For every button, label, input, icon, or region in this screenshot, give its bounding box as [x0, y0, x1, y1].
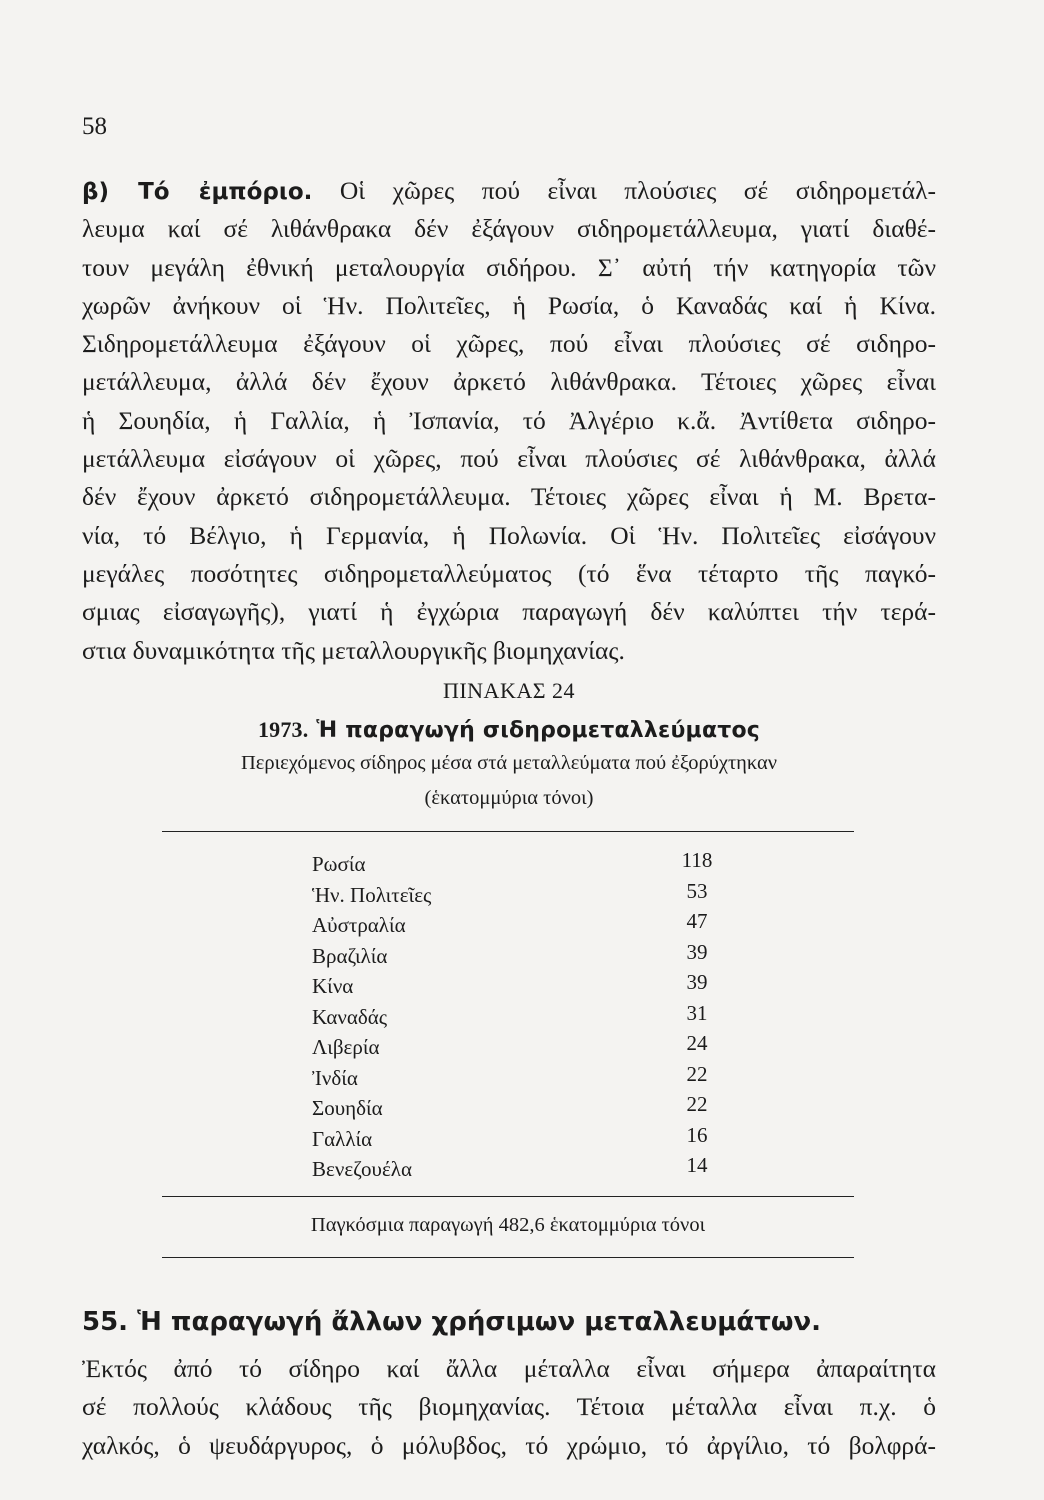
- table-title-text: Ἡ παραγωγή σιδηρομεταλλεύματος: [316, 718, 761, 743]
- section-heading: 55. Ἡ παραγωγή ἄλλων χρήσιμων μεταλλευμάτων.: [82, 1307, 822, 1337]
- table-row: [312, 910, 712, 941]
- value-cell: 31: [686, 1000, 708, 1025]
- country-cell: Βραζιλία: [312, 943, 388, 968]
- text-line: μεγάλες ποσότητες σιδηρομεταλλεύματος (τό ἕνα τέταρτο τῆς παγκό-: [82, 558, 936, 588]
- text-line: τουν μεγάλη ἐθνική μεταλουργία σιδήρου. Σ᾽ αὐτή τήν κατηγορία τῶν: [82, 252, 936, 282]
- value-cell: 39: [686, 970, 708, 994]
- table-top-rule: [162, 831, 854, 832]
- value-cell: 47: [686, 909, 708, 933]
- country-cell: Καναδάς: [312, 1004, 388, 1029]
- country-cell: Ἰνδία: [312, 1065, 358, 1090]
- text-line: λευμα καί σέ λιθάνθρακα δέν ἐξάγουν σιδηρομετάλλευμα, γιατί διαθέ-: [82, 214, 936, 244]
- table-title: [82, 717, 936, 743]
- table-end-rule: [162, 1257, 854, 1258]
- table-row: [312, 1124, 712, 1155]
- table-row: [312, 1002, 712, 1033]
- value-cell: 53: [686, 878, 708, 903]
- value-cell: 14: [686, 1153, 708, 1177]
- text-line: σέ πολλούς κλάδους τῆς βιομηχανίας. Τέτοια μέταλλα εἶναι π.χ. ὁ: [82, 1392, 936, 1422]
- text-line: [82, 172, 936, 210]
- country-cell: Γαλλία: [312, 1126, 373, 1151]
- table-row: [312, 880, 712, 911]
- text-line: μετάλλευμα, ἀλλά δέν ἔχουν ἀρκετό λιθάνθρακα. Τέτοιες χῶρες εἶναι: [82, 367, 936, 397]
- table-body: [312, 849, 712, 1185]
- intro-paragraph: [82, 172, 936, 670]
- table-row: [312, 1154, 712, 1185]
- table-bottom-rule: [162, 1196, 854, 1197]
- country-cell: Σουηδία: [312, 1096, 383, 1120]
- country-cell: Κίνα: [312, 974, 354, 998]
- text-line: σμιας εἰσαγωγῆς), γιατί ἡ ἐγχώρια παραγωγή δέν καλύπτει τήν τερά-: [82, 597, 936, 627]
- text-line: μετάλλευμα εἰσάγουν οἱ χῶρες, πού εἶναι πλούσιες σέ λιθάνθρακα, ἀλλά: [82, 444, 936, 474]
- value-cell: 22: [686, 1061, 708, 1086]
- table-unit: (ἑκατομμύρια τόνοι): [424, 787, 594, 809]
- section-label: β) Τό ἐμπόριο.: [82, 179, 313, 205]
- table-number: ΠΙΝΑΚΑΣ 24: [442, 678, 576, 703]
- text-line: χαλκός, ὁ ψευδάργυρος, ὁ μόλυβδος, τό χρώμιο, τό ἀργίλιο, τό βολφρά-: [82, 1430, 936, 1460]
- value-cell: 118: [681, 848, 713, 872]
- page-number: 58: [82, 113, 107, 140]
- table-row: [312, 941, 712, 972]
- text-line: Ἐκτός ἀπό τό σίδηρο καί ἄλλα μέταλλα εἶναι σήμερα ἀπαραίτητα: [82, 1354, 936, 1383]
- country-cell: Βενεζουέλα: [312, 1157, 412, 1181]
- country-cell: Ρωσία: [312, 852, 366, 876]
- country-cell: Λιβερία: [312, 1035, 380, 1059]
- value-cell: 16: [686, 1122, 708, 1147]
- table-row: [312, 971, 712, 1002]
- text-line: Σιδηρομετάλλευμα ἐξάγουν οἱ χῶρες, πού εἶναι πλούσιες σέ σιδηρο-: [82, 329, 936, 359]
- table-row: [312, 1093, 712, 1124]
- value-cell: 24: [686, 1031, 708, 1055]
- table-row: [312, 849, 712, 880]
- text-line: δέν ἔχουν ἀρκετό σιδηρομετάλλευμα. Τέτοιες χῶρες εἶναι ἡ Μ. Βρετα-: [82, 482, 936, 512]
- table-total: Παγκόσμια παραγωγή 482,6 ἑκατομμύρια τόνοι: [310, 1214, 706, 1236]
- text-line: ἡ Σουηδία, ἡ Γαλλία, ἡ Ἰσπανία, τό Ἀλγέριο κ.ἄ. Ἀντίθετα σιδηρο-: [82, 405, 936, 435]
- value-cell: 22: [686, 1092, 708, 1116]
- table-year: 1973.: [257, 717, 309, 742]
- country-cell: Ἡν. Πολιτεῖες: [312, 882, 432, 907]
- text-line: στια δυναμικότητα τῆς μεταλλουργικῆς βιομηχανίας.: [82, 635, 625, 665]
- table-row: [312, 1063, 712, 1094]
- country-cell: Αὐστραλία: [312, 913, 406, 937]
- value-cell: 39: [686, 939, 708, 964]
- section-paragraph: [82, 1350, 936, 1465]
- text-run: Οἱ χῶρες πού εἶναι πλούσιες σέ σιδηρομετάλ-: [312, 176, 937, 205]
- table-row: [312, 1032, 712, 1063]
- text-line: χωρῶν ἀνήκουν οἱ Ἡν. Πολιτεῖες, ἡ Ρωσία, ὁ Καναδάς καί ἡ Κίνα.: [82, 290, 936, 320]
- table-subtitle: Περιεχόμενος σίδηρος μέσα στά μεταλλεύματα πού ἐξορύχτηκαν: [240, 752, 778, 774]
- text-line: νία, τό Βέλγιο, ἡ Γερμανία, ἡ Πολωνία. Οἱ Ἡν. Πολιτεῖες εἰσάγουν: [82, 520, 936, 550]
